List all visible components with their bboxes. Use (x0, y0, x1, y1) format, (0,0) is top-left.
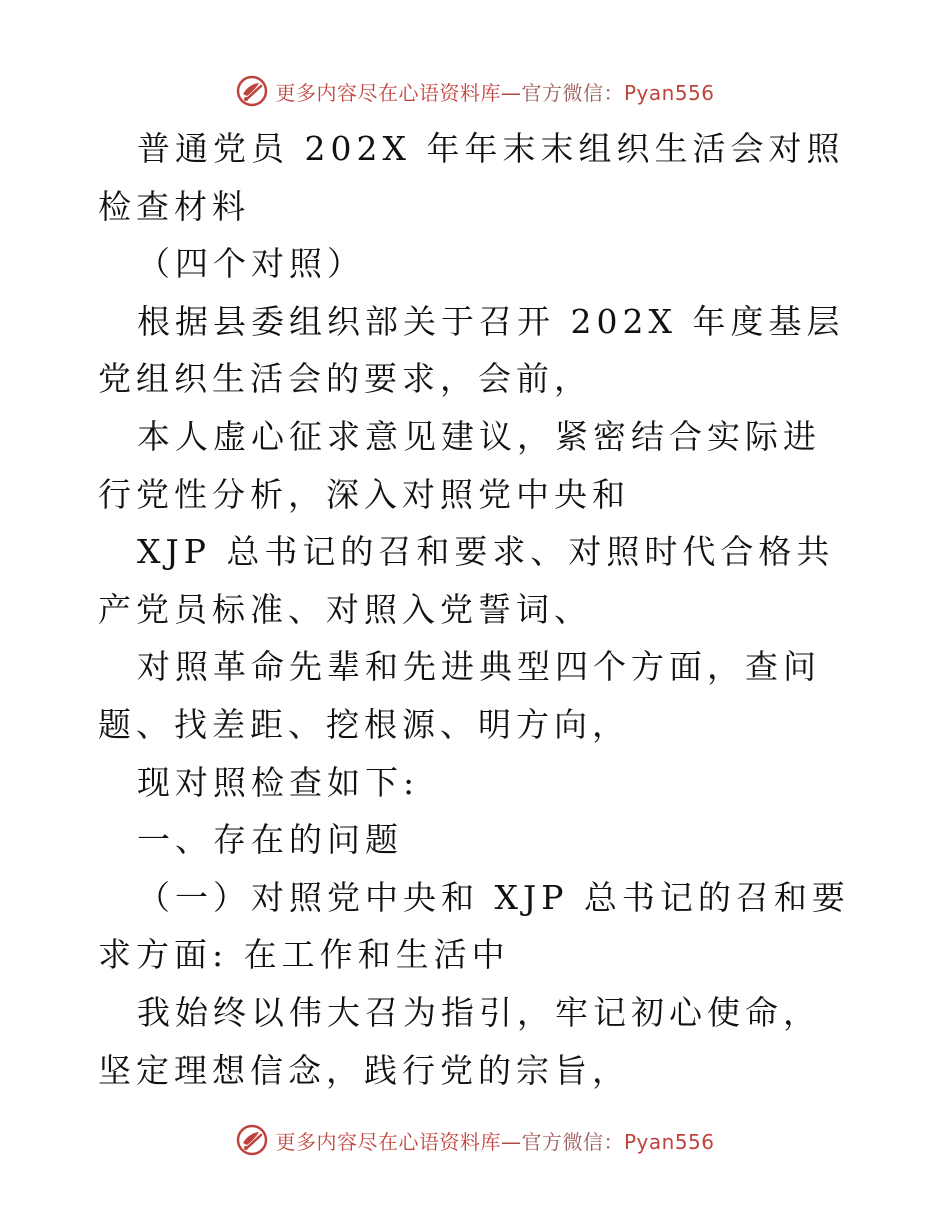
paragraph: 对照革命先辈和先进典型四个方面，查问题、找差距、挖根源、明方向， (98, 647, 821, 744)
document-subtitle: （四个对照） (137, 244, 365, 284)
watermark-text (275, 77, 714, 106)
seal-logo-icon (235, 74, 269, 108)
section-heading: 一、存在的问题 (137, 820, 403, 860)
paragraph: 根据县委组织部关于召开 202X 年度基层党组织生活会的要求，会前， (98, 301, 845, 399)
header-watermark (0, 71, 950, 111)
paragraph: XJP 总书记的召和要求、对照时代合格共产党员标准、对照入党誓词、 (98, 532, 835, 629)
watermark-separator: — (500, 1129, 522, 1154)
watermark-handle: Pyan556 (623, 80, 715, 105)
watermark-handle: Pyan556 (623, 1129, 715, 1154)
subsection-heading: （一）对照党中央和 XJP 总书记的召和要求方面: 在工作和生活中 (98, 877, 850, 975)
footer-watermark (0, 1120, 950, 1160)
paragraph: 现对照检查如下: (137, 762, 420, 802)
document-title: 普通党员 202X 年年末末组织生活会对照检查材料 (98, 129, 845, 226)
seal-logo-icon (235, 1123, 269, 1157)
watermark-text (275, 1126, 714, 1155)
watermark-separator: — (500, 80, 522, 105)
watermark-brand: 更多内容尽在心语资料库 (275, 1129, 501, 1154)
paragraph: 我始终以伟大召为指引，牢记初心使命，坚定理想信念，践行党的宗旨， (98, 992, 821, 1090)
watermark-brand: 更多内容尽在心语资料库 (275, 80, 501, 105)
paragraph: 本人虚心征求意见建议，紧密结合实际进行党性分析，深入对照党中央和 (98, 416, 821, 514)
document-body (98, 120, 858, 1099)
watermark-label: 官方微信： (521, 80, 624, 105)
watermark-label: 官方微信： (521, 1129, 624, 1154)
